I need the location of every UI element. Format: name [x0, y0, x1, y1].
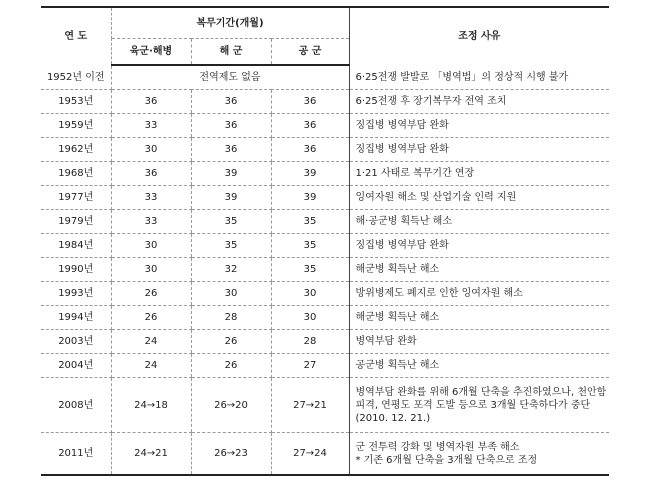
table-row — [41, 258, 609, 282]
air-cell: 39 — [271, 162, 349, 186]
table-row — [41, 433, 609, 476]
table-row — [41, 114, 609, 138]
air-cell: 36 — [271, 90, 349, 114]
navy-cell: 30 — [191, 282, 271, 306]
header-row-top — [41, 7, 609, 39]
reason-cell: 해·공군병 획득난 해소 — [349, 210, 609, 234]
army-cell: 36 — [111, 162, 191, 186]
air-cell: 35 — [271, 210, 349, 234]
service-period-table — [41, 6, 609, 476]
army-cell: 26 — [111, 306, 191, 330]
year-cell: 2008년 — [41, 378, 111, 433]
navy-cell: 35 — [191, 234, 271, 258]
table-row — [41, 65, 609, 90]
reason-cell: 징집병 병역부담 완화 — [349, 114, 609, 138]
header-reason: 조정 사유 — [349, 7, 609, 65]
header-air: 공 군 — [271, 39, 349, 66]
table-row — [41, 330, 609, 354]
reason-cell: 병역부담 완화 — [349, 330, 609, 354]
reason-line: (2010. 12. 21.) — [355, 412, 431, 424]
table-row — [41, 210, 609, 234]
header-army: 육군·해병 — [111, 39, 191, 66]
reason-cell — [349, 433, 609, 476]
year-cell: 1979년 — [41, 210, 111, 234]
reason-cell: 징집병 병역부담 완화 — [349, 138, 609, 162]
reason-line: 군 전투력 강화 및 병역자원 부족 해소 — [355, 441, 520, 453]
air-cell: 36 — [271, 114, 349, 138]
army-cell: 36 — [111, 90, 191, 114]
year-cell: 1953년 — [41, 90, 111, 114]
table-row — [41, 138, 609, 162]
year-cell: 1990년 — [41, 258, 111, 282]
reason-cell: 공군병 획득난 해소 — [349, 354, 609, 378]
army-cell: 26 — [111, 282, 191, 306]
year-cell: 1959년 — [41, 114, 111, 138]
army-cell: 33 — [111, 186, 191, 210]
table-row — [41, 306, 609, 330]
air-cell: 36 — [271, 138, 349, 162]
reason-cell: 잉여자원 해소 및 산업기술 인력 지원 — [349, 186, 609, 210]
navy-cell: 36 — [191, 138, 271, 162]
table-row — [41, 186, 609, 210]
air-cell: 30 — [271, 306, 349, 330]
air-cell: 35 — [271, 258, 349, 282]
army-cell: 30 — [111, 258, 191, 282]
year-cell: 1993년 — [41, 282, 111, 306]
navy-cell: 26 — [191, 330, 271, 354]
navy-cell: 39 — [191, 162, 271, 186]
navy-cell: 39 — [191, 186, 271, 210]
reason-line: 피격, 연평도 포격 도발 등으로 3개월 단축하다가 중단 — [355, 399, 591, 411]
army-cell: 24 — [111, 330, 191, 354]
header-navy: 해 군 — [191, 39, 271, 66]
reason-line: 병역부담 완화를 위해 6개월 단축을 추진하였으나, 천안함 — [355, 386, 607, 398]
year-cell: 1968년 — [41, 162, 111, 186]
reason-cell: 1·21 사태로 복무기간 연장 — [349, 162, 609, 186]
year-cell: 1994년 — [41, 306, 111, 330]
table-row — [41, 282, 609, 306]
reason-note: * 기존 6개월 단축을 3개월 단축으로 조정 — [355, 454, 538, 466]
year-cell: 2004년 — [41, 354, 111, 378]
year-cell: 2011년 — [41, 433, 111, 476]
navy-cell: 36 — [191, 90, 271, 114]
air-cell: 27→21 — [271, 378, 349, 433]
header-service-period: 복무기간(개월) — [111, 7, 349, 39]
air-cell: 28 — [271, 330, 349, 354]
air-cell: 30 — [271, 282, 349, 306]
reason-cell — [349, 378, 609, 433]
air-cell: 39 — [271, 186, 349, 210]
navy-cell: 26 — [191, 354, 271, 378]
air-cell: 35 — [271, 234, 349, 258]
year-cell: 2003년 — [41, 330, 111, 354]
reason-cell: 해군병 획득난 해소 — [349, 306, 609, 330]
header-year: 연 도 — [41, 7, 111, 65]
reason-cell: 6·25전쟁 후 장기복무자 전역 조치 — [349, 90, 609, 114]
army-cell: 24 — [111, 354, 191, 378]
table-row — [41, 162, 609, 186]
navy-cell: 36 — [191, 114, 271, 138]
air-cell: 27 — [271, 354, 349, 378]
table-row — [41, 354, 609, 378]
table-row — [41, 90, 609, 114]
no-discharge-system-cell: 전역제도 없음 — [111, 65, 349, 90]
navy-cell: 32 — [191, 258, 271, 282]
army-cell: 33 — [111, 114, 191, 138]
army-cell: 30 — [111, 138, 191, 162]
army-cell: 24→21 — [111, 433, 191, 476]
army-cell: 24→18 — [111, 378, 191, 433]
navy-cell: 26→23 — [191, 433, 271, 476]
table-row — [41, 234, 609, 258]
year-cell: 1977년 — [41, 186, 111, 210]
army-cell: 30 — [111, 234, 191, 258]
table-row — [41, 378, 609, 433]
year-cell: 1984년 — [41, 234, 111, 258]
navy-cell: 28 — [191, 306, 271, 330]
navy-cell: 26→20 — [191, 378, 271, 433]
air-cell: 27→24 — [271, 433, 349, 476]
reason-cell: 방위병제도 폐지로 인한 잉여자원 해소 — [349, 282, 609, 306]
reason-cell: 징집병 병역부담 완화 — [349, 234, 609, 258]
year-cell: 1952년 이전 — [41, 65, 111, 90]
army-cell: 33 — [111, 210, 191, 234]
navy-cell: 35 — [191, 210, 271, 234]
reason-cell: 해군병 획득난 해소 — [349, 258, 609, 282]
reason-cell: 6·25전쟁 발발로 「병역법」의 정상적 시행 불가 — [349, 65, 609, 90]
year-cell: 1962년 — [41, 138, 111, 162]
service-period-table-container — [41, 6, 609, 476]
